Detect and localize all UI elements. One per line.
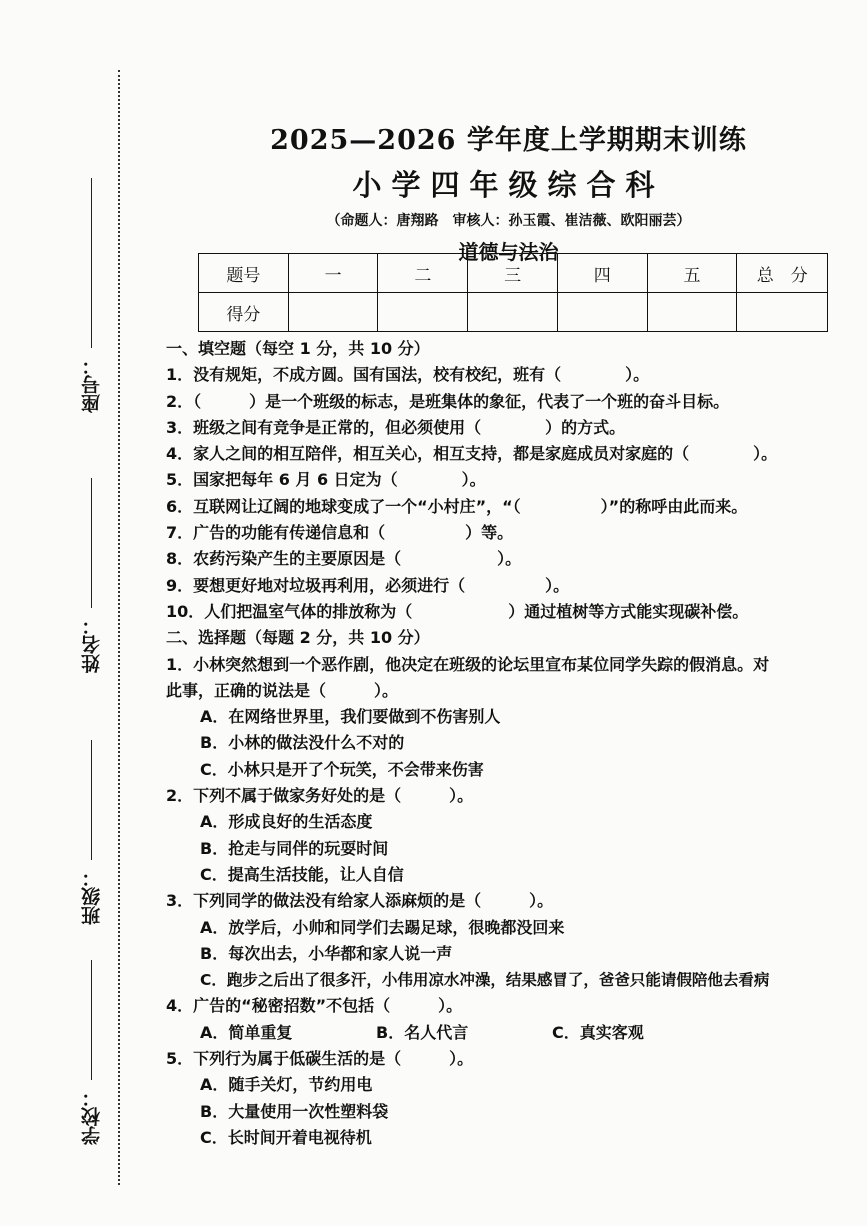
- score-header-row: [199, 254, 828, 293]
- name-field[interactable]: [78, 478, 102, 673]
- score-table: [198, 253, 828, 332]
- score-cell[interactable]: [468, 293, 558, 332]
- fill-question: 10．人们把温室气体的排放称为（ ）通过植树等方式能实现碳补偿。: [166, 601, 749, 621]
- choice-question: 5．下列行为属于低碳生活的是（ ）。: [166, 1049, 474, 1069]
- fill-question: 2．（ ）是一个班级的标志，是班集体的象征，代表了一个班的奋斗目标。: [166, 391, 730, 411]
- score-header-cell: 三: [468, 254, 558, 293]
- seat-field[interactable]: [78, 178, 102, 413]
- choice-option: A．形成良好的生活态度: [200, 812, 373, 832]
- exam-subtitle: 小学四年级综合科: [352, 168, 665, 202]
- exam-authors: （命题人：唐翔路 审核人：孙玉霞、崔洁薇、欧阳丽芸）: [326, 213, 691, 229]
- fill-question: 4．家人之间的相互陪伴，相互关心，相互支持，都是家庭成员对家庭的（ ）。: [166, 444, 778, 464]
- fill-question: 7．广告的功能有传递信息和（ ）等。: [166, 523, 514, 543]
- exam-title: 2025—2026 学年度上学期期末训练: [270, 125, 747, 156]
- fill-question: 8．农药污染产生的主要原因是（ ）。: [166, 549, 522, 569]
- choice-option: B．每次出去，小华都和家人说一声: [200, 943, 453, 963]
- score-row-label: 得分: [199, 293, 289, 332]
- choice-option: B．大量使用一次性塑料袋: [200, 1101, 389, 1121]
- score-header-cell: 题号: [199, 254, 289, 293]
- name-label: 姓名：: [81, 616, 103, 673]
- choice-question: 3．下列同学的做法没有给家人添麻烦的是（ ）。: [166, 891, 554, 911]
- class-field[interactable]: [78, 740, 102, 925]
- fill-question: 9．要想更好地对垃圾再利用，必须进行（ ）。: [166, 575, 570, 595]
- class-label: 班级：: [81, 868, 103, 925]
- school-field[interactable]: [78, 960, 102, 1145]
- score-header-cell: 一: [288, 254, 378, 293]
- choice-option: C．真实客观: [552, 1022, 644, 1042]
- choice-question: 1．小林突然想到一个恶作剧，他决定在班级的论坛里宣布某位同学失踪的假消息。对: [166, 654, 770, 674]
- score-header-cell: 二: [378, 254, 468, 293]
- choice-option: C．跑步之后出了很多汗，小伟用凉水冲澡，结果感冒了，爸爸只能请假陪他去看病: [200, 971, 770, 990]
- fold-line: [118, 70, 120, 1185]
- score-header-cell: 四: [557, 254, 647, 293]
- score-cell[interactable]: [378, 293, 468, 332]
- choice-option: C．长时间开着电视待机: [200, 1127, 372, 1147]
- choice-option-row: [166, 1020, 856, 1046]
- choice-question: 4．广告的“秘密招数”不包括（ ）。: [166, 996, 463, 1016]
- score-cell[interactable]: [557, 293, 647, 332]
- score-cell[interactable]: [737, 293, 828, 332]
- score-cell[interactable]: [647, 293, 737, 332]
- fill-question: 5．国家把每年 6 月 6 日定为（ ）。: [166, 470, 486, 490]
- subject-title: 道德与法治: [458, 240, 559, 264]
- choice-option: B．抢走与同伴的玩耍时间: [200, 838, 389, 858]
- score-header-cell: 五: [647, 254, 737, 293]
- name-blank[interactable]: [92, 478, 93, 608]
- choice-option: C．小林只是开了个玩笑，不会带来伤害: [200, 759, 484, 779]
- choice-option: A．放学后，小帅和同学们去踢足球，很晚都没回来: [200, 917, 565, 937]
- school-blank[interactable]: [92, 960, 93, 1080]
- exam-header: [170, 118, 847, 265]
- seat-label: 座号：: [81, 356, 103, 413]
- class-blank[interactable]: [92, 740, 93, 860]
- fill-question: 1．没有规矩，不成方圆。国有国法，校有校纪，班有（ ）。: [166, 365, 650, 385]
- fill-question: 6．互联网让辽阔的地球变成了一个“小村庄”，“（ ）”的称呼由此而来。: [166, 496, 748, 516]
- choice-option: A．在网络世界里，我们要做到不伤害别人: [200, 707, 501, 727]
- seat-blank[interactable]: [92, 178, 93, 348]
- choice-option: B．名人代言: [376, 1022, 469, 1042]
- score-cell[interactable]: [288, 293, 378, 332]
- school-label: 学校：: [81, 1088, 103, 1145]
- score-value-row: [199, 293, 828, 332]
- choice-option: B．小林的做法没什么不对的: [200, 733, 405, 753]
- section-heading: 二、选择题（每题 2 分，共 10 分）: [166, 628, 430, 648]
- choice-question-cont: 此事，正确的说法是（ ）。: [166, 680, 399, 700]
- choice-option: A．简单重复: [200, 1022, 293, 1042]
- score-header-cell: 总 分: [737, 254, 828, 293]
- exam-content: [166, 336, 856, 1151]
- choice-option: C．提高生活技能，让人自信: [200, 864, 404, 884]
- choice-question: 2．下列不属于做家务好处的是（ ）。: [166, 786, 474, 806]
- choice-option: A．随手关灯，节约用电: [200, 1075, 373, 1095]
- section-heading: 一、填空题（每空 1 分，共 10 分）: [166, 339, 430, 358]
- fill-question: 3．班级之间有竞争是正常的，但必须使用（ ）的方式。: [166, 417, 626, 437]
